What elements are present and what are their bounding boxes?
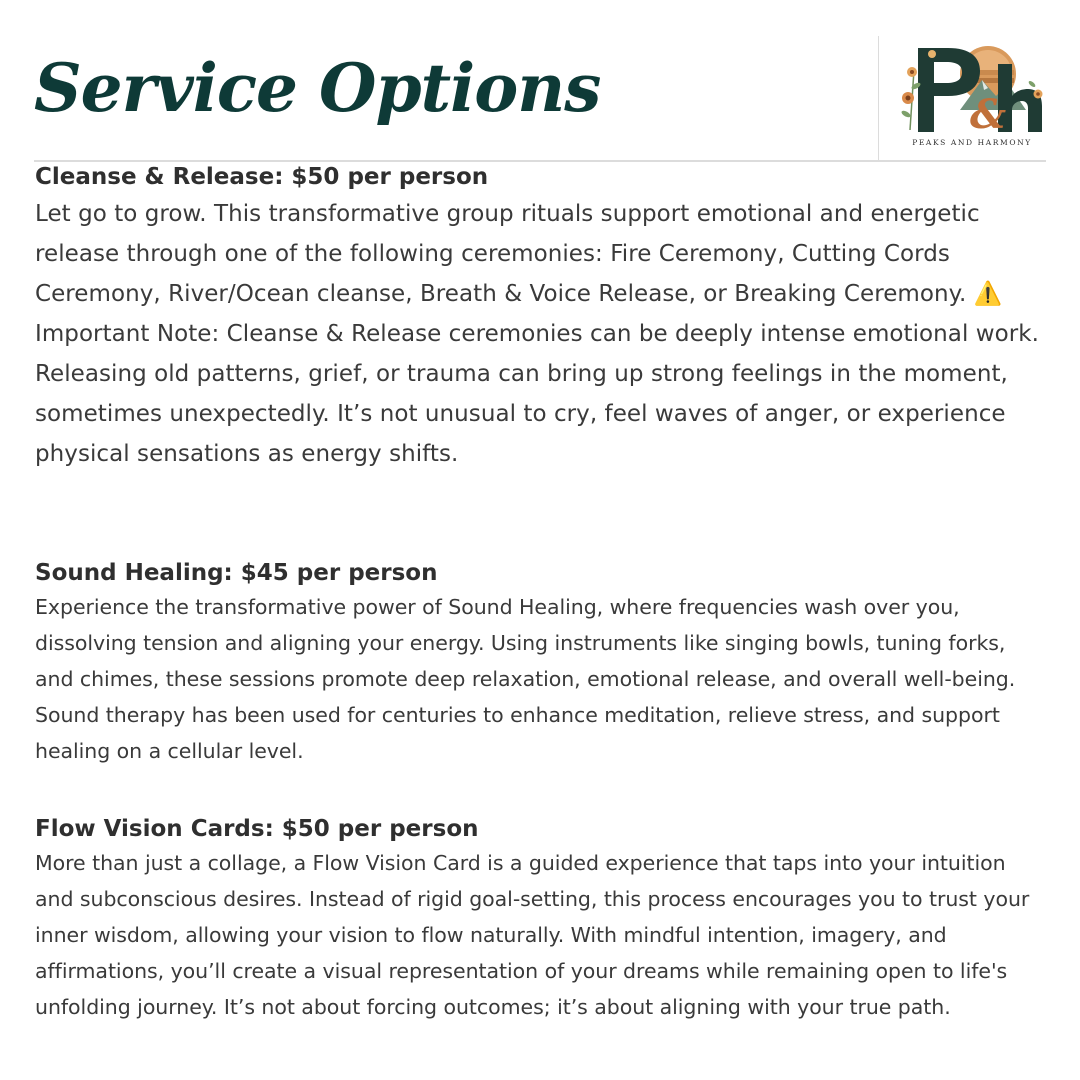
- page-title: Service Options: [34, 49, 601, 127]
- service-description: Experience the transformative power of Sound Healing, where frequencies wash over you, dissolving tension and aligning your energy. Using instruments like singing bowls, tuning forks, and chimes, these sessions promote deep relaxation, emotional release, and overall well-being. Sound therapy has been used for centuries to enhance meditation, relieve stress, and support healing on a cellular level.: [35, 595, 1016, 763]
- description-note: Important Note: Cleanse & Release ceremonies can be deeply intense emotional work. Releasing old patterns, grief, or trauma can bring up strong feelings in the moment, sometimes unexpectedly. It’s not unusual to cry, feel waves of anger, or experience physical sensations as energy shifts.: [35, 321, 1039, 467]
- service-sound-healing: [35, 557, 1045, 769]
- service-description: [35, 194, 1045, 474]
- service-flow-vision-cards: [35, 813, 1045, 1025]
- brand-logo: [900, 40, 1046, 152]
- warning-icon: ⚠️: [973, 281, 1003, 307]
- service-heading: Sound Healing: $45 per person: [35, 560, 438, 586]
- service-cleanse-release: [35, 160, 1045, 474]
- service-heading: Cleanse & Release: $50 per person: [35, 164, 489, 190]
- service-description: More than just a collage, a Flow Vision Card is a guided experience that taps into your intuition and subconscious desires. Instead of rigid goal-setting, this process encourages you to trust your inner wisdom, allowing your vision to flow naturally. With mindful intention, imagery, and affirmations, you’ll create a visual representation of your dreams while remaining open to life's unfolding journey. It’s not about forcing outcomes; it’s about aligning with your true path.: [35, 851, 1030, 1019]
- logo-caption: PEAKS AND HARMONY: [912, 138, 1032, 147]
- peaks-and-harmony-logo-icon: [900, 40, 1046, 140]
- logo-divider: [878, 36, 879, 160]
- service-heading: Flow Vision Cards: $50 per person: [35, 816, 479, 842]
- description-intro: Let go to grow. This transformative group rituals support emotional and energetic release through one of the following ceremonies: Fire Ceremony, Cutting Cords Ceremony, River/Ocean cleanse, Breath & Voice Release, or Breaking Ceremony.: [35, 201, 980, 307]
- svg-text:&: &: [970, 91, 1007, 138]
